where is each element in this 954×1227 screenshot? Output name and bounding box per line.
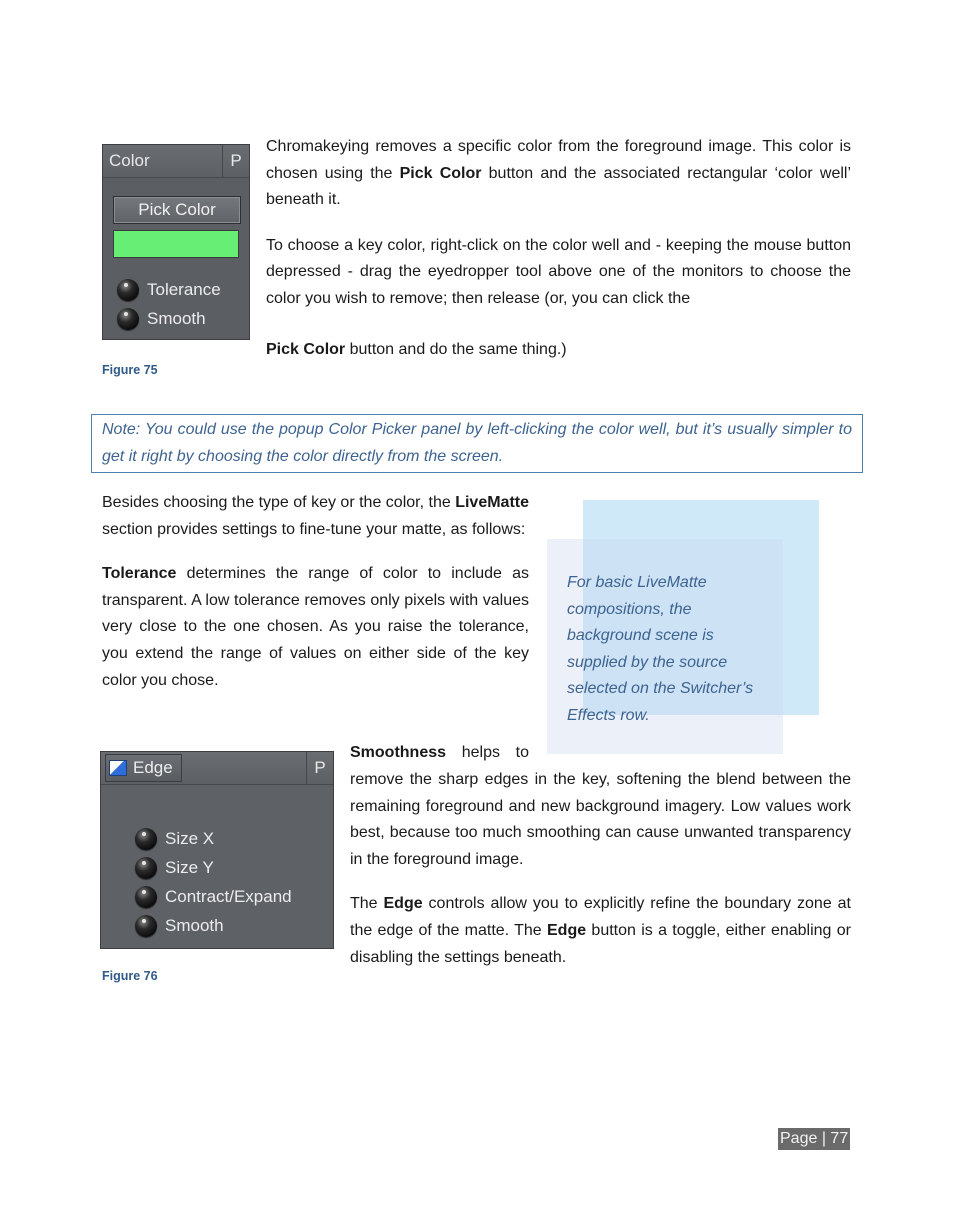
pick-color-button[interactable]: Pick Color xyxy=(113,196,241,224)
size-y-knob-label: Size Y xyxy=(165,857,214,877)
livematte-paragraph: Besides choosing the type of key or the color, the LiveMatte section provides settings to fine-tune your matte, as follows: xyxy=(102,494,529,538)
intro-section xyxy=(266,134,851,363)
edge-panel-p-button[interactable]: P xyxy=(306,752,333,784)
smooth-knob-label: Smooth xyxy=(147,308,206,328)
smoothness-first-line xyxy=(350,740,529,767)
edge-panel-title: Edge xyxy=(133,758,173,777)
size-x-knob-label: Size X xyxy=(165,828,215,848)
color-well[interactable] xyxy=(113,230,239,258)
figure-75-caption: Figure 75 xyxy=(102,363,158,377)
tolerance-paragraph: Tolerance determines the range of color to include as transparent. A low tolerance removes only pixels with values very close to the one chosen. As you raise the tolerance, you extend the range of values on either side of the key color you chose. xyxy=(102,565,529,689)
sidebar xyxy=(567,570,767,730)
intro-paragraph-2: To choose a key color, right-click on the color well and - keeping the mouse button depressed - drag the eyedropper tool above one of the monitors to choose the color you wish to remove; then release (or, you can click the xyxy=(266,236,851,307)
edge-paragraph: The Edge controls allow you to explicitly refine the boundary zone at the edge of the matte. The Edge button is a toggle, either enabling or disabling the settings beneath. xyxy=(350,895,852,966)
size-y-knob-icon[interactable] xyxy=(135,857,157,879)
note-box xyxy=(91,414,863,473)
size-x-knob-row[interactable] xyxy=(135,824,292,853)
contract-expand-knob-label: Contract/Expand xyxy=(165,886,292,906)
edge-panel-knobs xyxy=(135,824,292,940)
intro-paragraph-3: Pick Color button and do the same thing.) xyxy=(266,340,567,358)
tolerance-knob-label: Tolerance xyxy=(147,279,221,299)
size-y-knob-row[interactable] xyxy=(135,853,292,882)
smoothness-paragraph: remove the sharp edges in the key, softening the blend between the remaining foreground and new background imagery. Low values work best, because too much smoothing can cause unwanted transparency in the foreground image. xyxy=(350,771,851,868)
color-panel-header xyxy=(103,145,249,178)
size-x-knob-icon[interactable] xyxy=(135,828,157,850)
tolerance-knob-row[interactable] xyxy=(117,275,221,304)
edge-panel-header xyxy=(101,752,333,785)
color-panel-title: Color xyxy=(109,151,150,170)
note-text: Note: You could use the popup Color Picker panel by left-clicking the color well, but it’s usually simpler to get it right by choosing the color directly from the screen. xyxy=(102,421,852,465)
color-panel xyxy=(102,144,250,340)
livematte-section xyxy=(102,490,529,694)
tolerance-knob-icon[interactable] xyxy=(117,279,139,301)
contract-expand-knob-icon[interactable] xyxy=(135,886,157,908)
edge-smooth-knob-icon[interactable] xyxy=(135,915,157,937)
edge-smooth-knob-label: Smooth xyxy=(165,915,224,935)
edge-smooth-knob-row[interactable] xyxy=(135,911,292,940)
page-number: Page | 77 xyxy=(778,1128,850,1150)
smoothness-edge-section xyxy=(350,767,851,971)
color-panel-knobs xyxy=(117,275,221,333)
intro-paragraph-1: Chromakeying removes a specific color from the foreground image. This color is chosen using the Pick Color button and the associated rectangular ‘color well’ beneath it. xyxy=(266,138,852,209)
sidebar-text: For basic LiveMatte compositions, the background scene is supplied by the source selected on the Switcher’s Effects row. xyxy=(567,574,754,724)
color-panel-p-button[interactable]: P xyxy=(222,145,249,177)
edge-panel xyxy=(100,751,334,949)
figure-76-caption: Figure 76 xyxy=(102,969,158,983)
edge-toggle-icon xyxy=(109,760,127,776)
smoothness-lead: Smoothness helps to xyxy=(350,744,529,761)
smooth-knob-row[interactable] xyxy=(117,304,221,333)
smooth-knob-icon[interactable] xyxy=(117,308,139,330)
contract-expand-knob-row[interactable] xyxy=(135,882,292,911)
edge-toggle-button[interactable] xyxy=(105,754,182,782)
